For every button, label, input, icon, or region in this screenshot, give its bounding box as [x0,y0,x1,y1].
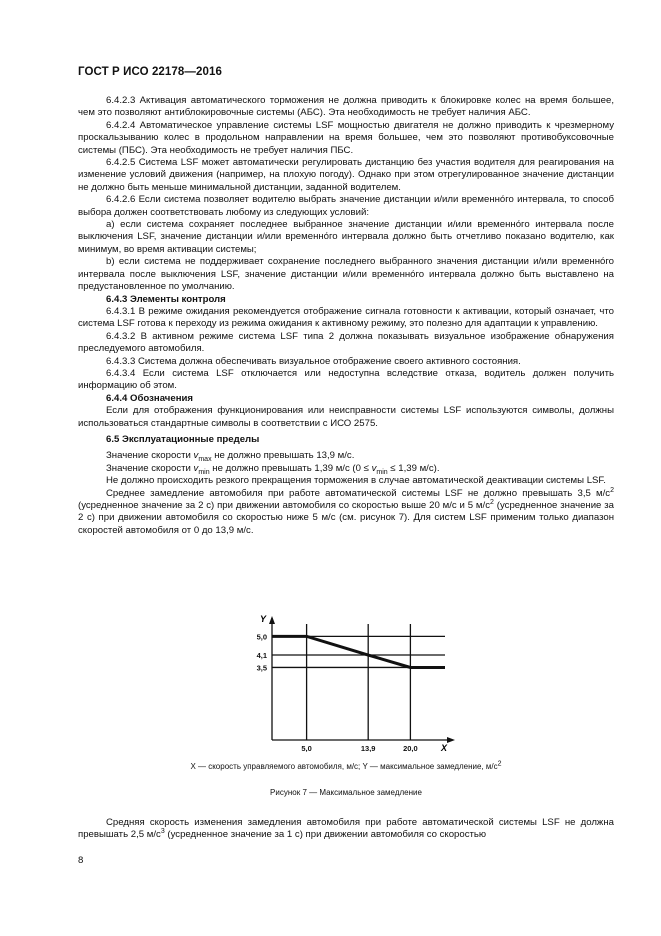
y-tick-label-2: 3,5 [256,663,267,673]
vmin-pre: Значение скорости [106,462,194,474]
vmax-subscript: max [198,456,212,464]
heading-6-5: 6.5 Эксплуатационные пределы [106,433,260,445]
paragraph-6-4-2-6: 6.4.2.6 Если система позволяет водителю выбрать значение дистанции и/или временно́го интервала, то способ выбора должен соответствовать любому из следующих условий: [78,194,614,218]
tick-labels [257,632,418,752]
vmax-symbol: v [193,450,199,462]
x-tick-label-0: 5,0 [301,744,312,752]
vmin-symbol: v [193,462,199,474]
vmin-subscript-2: min [376,468,388,476]
figure-legend [78,762,614,771]
x-tick-label-1: 13,9 [360,744,376,752]
max-deceleration-chart [240,612,460,752]
rate-part-2: (усредненное значение за 1 с) при движении автомобиля со скоростью [164,829,487,841]
heading-6-4-4: 6.4.4 Обозначения [106,392,193,404]
y-tick-label-0: 5,0 [256,632,267,642]
series-layer [272,636,445,667]
y-axis-arrow [269,616,275,624]
grid-layer [272,624,445,740]
vmax-post: не должно превышать 13,9 м/с. [211,450,355,462]
figure-7-chart [240,612,460,752]
paragraph-6-4-2-5: 6.4.2.5 Система LSF может автоматически регулировать дистанцию без участия водителя для реагирования на изменение условий движения (например, на плохую погоду). Однако при этом отрегулированное значение дистанции не должно быть меньше минимальной дистанции, заданной водителем. [78,157,614,193]
page-number: 8 [78,855,84,866]
decel-sup-1: 2 [610,486,614,494]
y-axis-label: Y [260,614,267,624]
decel-part-3: (усредненное значение за 2 с) при движении автомобиля со скоростью ниже 5 м/с (см. рисунок 7). Для систем LSF применим только диапазон скоростей автомобиля от 0 до 13,9 м/с. [78,500,614,536]
vmin-subscript: min [198,468,210,476]
main-text [78,95,614,537]
decel-sup-2: 2 [490,498,494,506]
x-axis-label: X [441,743,448,752]
paragraph-6-4-2-3: 6.4.2.3 Активация автоматического торможения не должна приводить к блокировке колес на время большее, чем это позволяют антиблокировочные системы (АБС). Эта необходимость не требует наличия АБС. [78,95,614,119]
list-item-b: b) если система не поддерживает сохранение последнего выбранного значения дистанции и/или временно́го интервала после выключения LSF, значение дистанции и/или временно́го интервала должно быть выставлено на предустановленное по умолчанию. [78,256,614,293]
rate-part-1: Средняя скорость изменения замедления автомобиля при работе автоматической системы LSF не должна превышать 2,5 м/с [78,817,614,841]
vmin-mid: не должно превышать 1,39 м/с (0 ≤ [209,462,372,474]
document-header: ГОСТ Р ИСО 22178—2016 [78,66,223,78]
legend-text: X — скорость управляемого автомобиля, м/с; Y — максимальное замедление, м/с [190,762,498,771]
x-axis-arrow [447,737,455,743]
paragraph-6-4-3-4: 6.4.3.4 Если система LSF отключается или недоступна вследствие отказа, водитель должен получить информацию об этом. [78,367,614,392]
paragraph-6-4-2-4: 6.4.2.4 Автоматическое управление системы LSF мощностью двигателя не должно приводить к чрезмерному проскальзыванию колес в продольном направлении на время большее, чем это позволяют противобуксовочные системы (ПБС). Эта необходимость не требует наличия ПБС. [78,119,614,156]
vmin-post: ≤ 1,39 м/с). [387,462,440,474]
figure-title: Рисунок 7 — Максимальное замедление [270,788,422,797]
vmin-symbol-2: v [371,462,377,474]
paragraph-vmin [78,463,614,475]
series-line-0 [272,636,445,667]
decel-part-1: Среднее замедление автомобиля при работе автоматической системы LSF не должно превышать 3,5 м/с [106,487,611,499]
paragraph-vmax [78,450,614,462]
paragraph-6-4-4: Если для отображения функционирования или неисправности системы LSF используются символы, должны использоваться стандартные символы в соответствии с ИСО 2575. [78,405,614,429]
legend-sup: 2 [497,760,502,768]
y-tick-label-1: 4,1 [256,651,267,661]
decel-part-2: (усредненное значение за 2 с) при движении автомобиля со скоростью выше 20 м/с и 5 м/с [78,500,490,511]
x-tick-label-2: 20,0 [403,744,418,752]
vmax-pre: Значение скорости [106,450,194,462]
heading-6-4-3: 6.4.3 Элементы контроля [106,293,226,305]
paragraph-6-4-3-1: 6.4.3.1 В режиме ожидания рекомендуется отображение сигнала готовности к активации, который означает, что система LSF готова к переходу из режима ожидания к активному режиму, это полезно для адаптации к управлению. [78,305,614,330]
bottom-text [78,817,614,842]
rate-sup: 3 [160,828,165,836]
list-item-a: а) если система сохраняет последнее выбранное значение дистанции и/или временно́го интервала после выключения LSF, значение дистанции и/или временно́го интервала должно быть отчетливо показано водителю, как минимум, во время активации системы; [78,219,614,255]
paragraph-6-4-3-2: 6.4.3.2 В активном режиме система LSF типа 2 должна показывать визуальное изображение обнаружения преследуемого автомобиля. [78,330,614,355]
paragraph-decel-rate [78,817,614,842]
paragraph-abrupt-stop: Не должно происходить резкого прекращения торможения в случае автоматической деактивации системы LSF. [106,475,606,487]
paragraph-deceleration [78,488,614,538]
paragraph-6-4-3-3: 6.4.3.3 Система должна обеспечивать визуальное отображение своего активного состояния. [106,355,521,367]
